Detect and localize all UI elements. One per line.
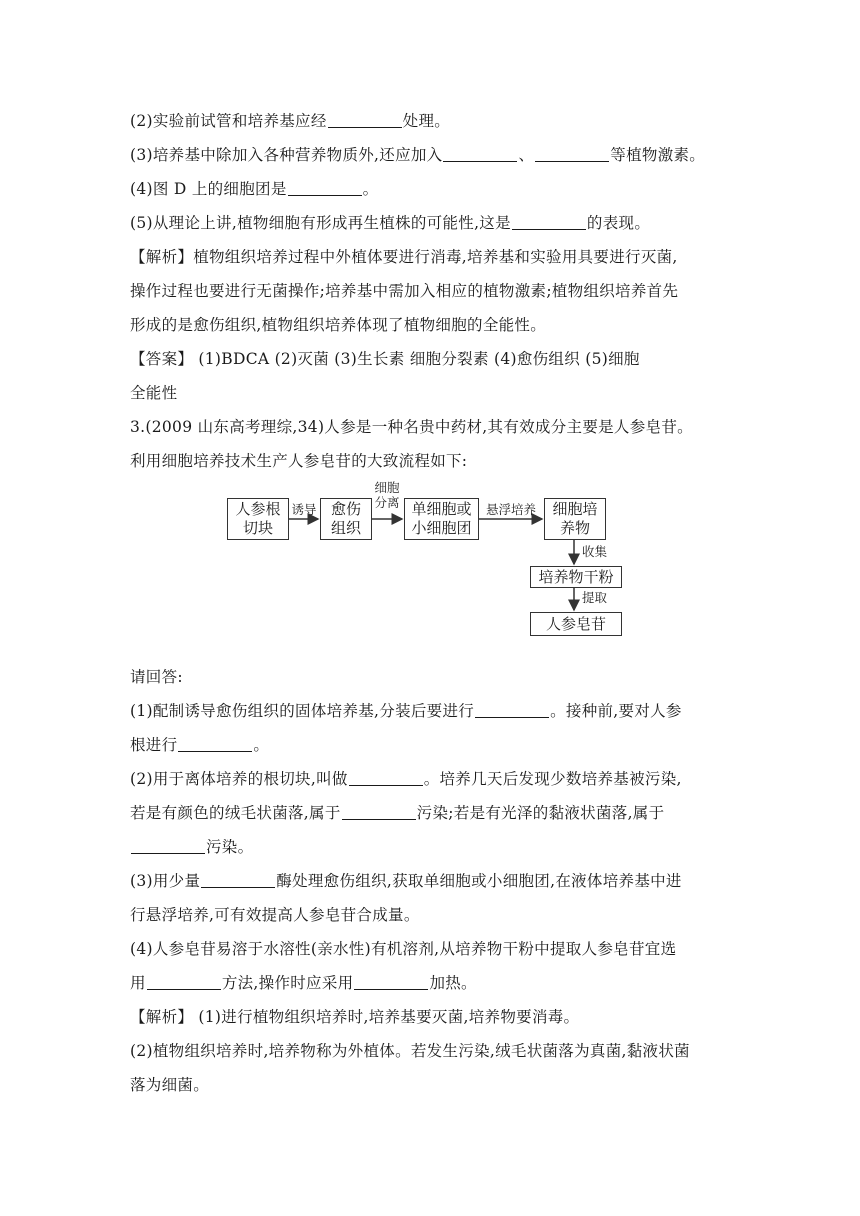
text-line [130,104,734,138]
text-segment: 用 [130,974,146,992]
question-text-top [130,104,734,478]
text-segment: (5)从理论上讲,植物细胞有形成再生植株的可能性,这是 [130,214,511,232]
node-ginseng-root: 人参根 切块 [227,498,289,540]
text-segment: (4)人参皂苷易溶于水溶性(亲水性)有机溶剂,从培养物干粉中提取人参皂苷宜选 [130,940,677,958]
text-segment: 处理。 [402,112,451,130]
text-line [130,206,734,240]
text-segment: 操作过程也要进行无菌操作;培养基中需加入相应的植物激素;植物组织培养首先 [130,282,679,300]
answer-blank[interactable] [131,835,205,854]
text-segment: (3)培养基中除加入各种营养物质外,还应加入 [130,146,443,164]
text-segment: 【答案】 (1)BDCA (2)灭菌 (3)生长素 细胞分裂素 (4)愈伤组织 (5)细胞 [130,350,640,368]
edge-label-collect: 收集 [582,544,608,559]
node-single-cells: 单细胞或 小细胞团 [404,498,479,540]
text-line [130,864,734,898]
text-segment: (4)图 D 上的细胞团是 [130,180,287,198]
text-line [130,1000,734,1034]
text-line [130,932,734,966]
answer-blank[interactable] [201,869,275,888]
text-line [130,898,734,932]
text-line [130,376,734,410]
edge-label-extract: 提取 [582,590,608,605]
question-text-bottom [130,660,734,1102]
text-segment: (3)用少量 [130,872,201,890]
text-segment: 【解析】 (1)进行植物组织培养时,培养基要灭菌,培养物要消毒。 [130,1008,580,1026]
answer-blank[interactable] [342,801,416,820]
text-segment: (2)用于离体培养的根切块,叫做 [130,770,348,788]
text-line [130,728,734,762]
text-line [130,172,734,206]
node-dry-powder: 培养物干粉 [530,566,622,588]
edge-label-suspend: 悬浮培养 [485,502,536,517]
text-segment: (2)实验前试管和培养基应经 [130,112,327,130]
text-segment: 利用细胞培养技术生产人参皂苷的大致流程如下: [130,452,468,470]
text-segment: 。接种前,要对人参 [550,702,682,720]
text-line [130,660,734,694]
text-line [130,1034,734,1068]
text-line [130,410,734,444]
text-segment: 3.(2009 山东高考理综,34)人参是一种名贵中药材,其有效成分主要是人参皂苷。 [130,418,693,436]
answer-blank[interactable] [475,699,549,718]
text-line [130,796,734,830]
answer-blank[interactable] [288,177,362,196]
text-segment: 方法,操作时应采用 [221,974,354,992]
text-segment: 污染;若是有光泽的黏液状菌落,属于 [416,804,665,822]
text-line [130,308,734,342]
text-segment: 酶处理愈伤组织,获取单细胞或小细胞团,在液体培养基中进 [276,872,682,890]
text-segment: (2)植物组织培养时,培养物称为外植体。若发生污染,绒毛状菌落为真菌,黏液状菌 [130,1042,690,1060]
answer-blank[interactable] [328,109,402,128]
flow-diagram [130,478,734,664]
text-line [130,966,734,1000]
text-segment: 根进行 [130,736,178,754]
text-segment: (1)配制诱导愈伤组织的固体培养基,分装后要进行 [130,702,475,720]
text-segment: 等植物激素。 [610,146,706,164]
node-callus: 愈伤 组织 [320,498,372,540]
text-line [130,274,734,308]
text-segment: 的表现。 [586,214,651,232]
text-segment: 形成的是愈伤组织,植物组织培养体现了植物细胞的全能性。 [130,316,547,334]
edge-label-induce: 诱导 [291,502,317,517]
text-line [130,830,734,864]
node-cell-culture: 细胞培 养物 [544,498,606,540]
answer-blank[interactable] [512,211,586,230]
answer-blank[interactable] [147,971,221,990]
text-line [130,444,734,478]
text-segment: 。培养几天后发现少数培养基被污染, [423,770,682,788]
text-line [130,240,734,274]
text-segment: 全能性 [130,384,178,402]
text-segment: 、 [518,146,535,164]
text-segment: 行悬浮培养,可有效提高人参皂苷合成量。 [130,906,420,924]
edge-label-separate: 细胞 分离 [374,480,400,510]
text-segment: 请回答: [130,668,183,686]
text-segment: 【解析】植物组织培养过程中外植体要进行消毒,培养基和实验用具要进行灭菌, [130,248,678,266]
document-page [130,104,734,1102]
answer-blank[interactable] [535,143,609,162]
text-segment: 加热。 [429,974,477,992]
text-segment: 。 [362,180,379,198]
text-line [130,694,734,728]
node-ginsenoside: 人参皂苷 [530,612,622,636]
text-line [130,138,734,172]
text-line [130,342,734,376]
answer-blank[interactable] [178,733,252,752]
text-segment: 若是有颜色的绒毛状菌落,属于 [130,804,341,822]
answer-blank[interactable] [354,971,428,990]
text-segment: 。 [253,736,270,754]
text-line [130,762,734,796]
text-segment: 污染。 [206,838,254,856]
text-line [130,1068,734,1102]
answer-blank[interactable] [349,767,423,786]
answer-blank[interactable] [443,143,517,162]
text-segment: 落为细菌。 [130,1076,210,1094]
